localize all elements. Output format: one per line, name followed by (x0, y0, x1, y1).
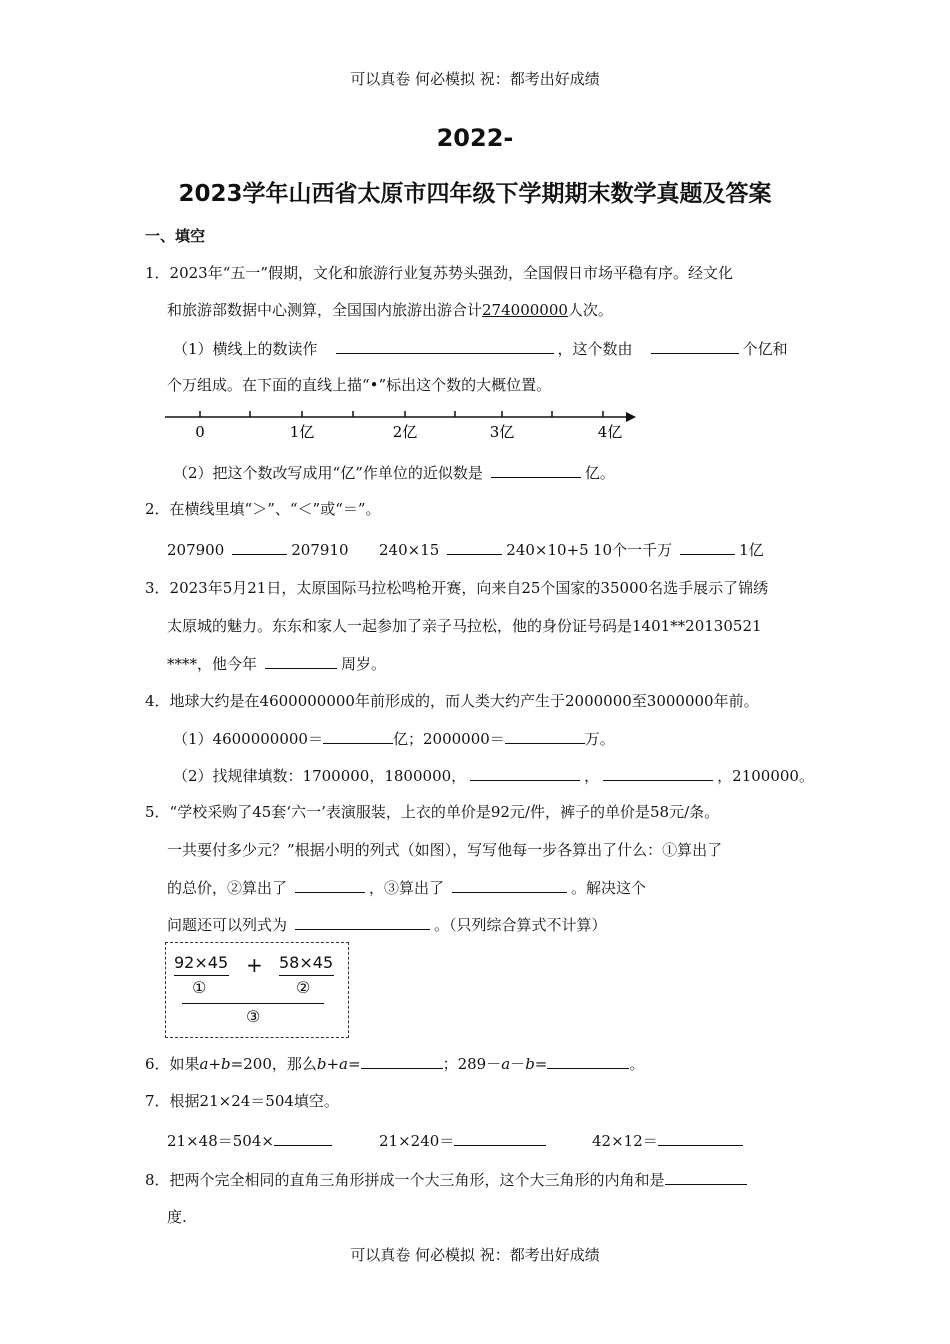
q5-line-1: 5．“学校采购了45套‘六一’表演服装，上衣的单价是92元/件，裤子的单价是58元/条。 (145, 803, 720, 821)
axis-label-1: 1亿 (289, 423, 315, 441)
fig-circle-2: ② (296, 978, 311, 997)
fig-right-expr: 58×45 (279, 953, 334, 972)
q4-p1-text-a: （1）4600000000＝ (173, 730, 323, 748)
q8-text: 8．把两个完全相同的直角三角形拼成一个大三角形，这个大三角形的内角和是 (145, 1171, 665, 1189)
q7-c3-text: 42×12＝ (592, 1132, 658, 1150)
q6-text-f: ；289－ (442, 1055, 502, 1073)
q6-var-b: b (525, 1055, 535, 1073)
q1-yi-blank[interactable] (651, 337, 739, 354)
q5-l3-text-b: ，③算出了 (369, 879, 445, 897)
q1-part-1 (173, 337, 788, 359)
q4-part-1 (173, 727, 615, 749)
q7-c2-text: 21×240＝ (379, 1132, 455, 1150)
q5-figure (165, 942, 349, 1038)
q8-line-2: 度. (167, 1208, 187, 1226)
q8-line-1 (145, 1168, 747, 1190)
q7-c1-text: 21×48＝504× (167, 1132, 274, 1150)
q6-text-a: 6．如果 (145, 1055, 200, 1073)
q6-blank-2[interactable] (547, 1052, 629, 1069)
fig-left-line (174, 975, 229, 976)
q2-c1-blank[interactable] (232, 538, 287, 555)
q2-c3-blank[interactable] (680, 538, 735, 555)
q7-blank-1[interactable] (274, 1129, 332, 1146)
q1-line-2 (167, 299, 613, 320)
q6-expr-ba: b+a (316, 1055, 348, 1073)
page-footer: 可以真卷 何必模拟 祝：都考出好成绩 (350, 1246, 600, 1264)
q3-l3-text-b: 周岁。 (341, 655, 387, 673)
q5-line-4 (167, 913, 607, 935)
q5-line-2: 一共要付多少元？”根据小明的列式（如图），写写他每一步各算出了什么：①算出了 (167, 841, 723, 859)
q3-line-2: 太原城的魅力。东东和家人一起参加了亲子马拉松，他的身份证号码是1401**20130521 (167, 617, 762, 635)
q1-p1-text-b: ，这个数由 (557, 340, 633, 358)
page-header: 可以真卷 何必模拟 祝：都考出好成绩 (350, 70, 600, 88)
q4-p2-text-a: （2）找规律填数：1700000，1800000， (173, 767, 467, 785)
q3-line-1: 3．2023年5月21日，太原国际马拉松鸣枪开赛，向来自25个国家的35000名选手展示了锦绣 (145, 579, 769, 597)
q7-blank-2[interactable] (454, 1129, 546, 1146)
fig-total-line (182, 1003, 324, 1004)
axis-label-3: 3亿 (489, 423, 515, 441)
q3-l3-text-a: ****，他今年 (167, 655, 258, 673)
q4-p2-text-c: ，2100000。 (717, 767, 814, 785)
q2-c2-right: 240×10+5 (506, 541, 589, 559)
q2-c1-left: 207900 (167, 541, 225, 559)
q4-pattern-blank-1[interactable] (470, 764, 580, 781)
q2-c1-right: 207910 (291, 541, 349, 559)
axis-label-2: 2亿 (392, 423, 418, 441)
q3-age-blank[interactable] (265, 652, 337, 669)
fig-right-line (279, 975, 334, 976)
q1-p2-text-b: 亿。 (584, 464, 615, 482)
q4-p1-text-b: 亿；2000000＝ (392, 730, 505, 748)
q7-calc-1 (167, 1129, 332, 1151)
number-line-arrow (626, 412, 636, 422)
q5-l3-text-c: 。解决这个 (571, 879, 647, 897)
q5-l4-text-b: 。（只列综合算式不计算） (434, 916, 607, 934)
q7-line-1: 7．根据21×24＝504填空。 (145, 1092, 339, 1110)
title-line-1: 2022- (436, 124, 514, 152)
title-line-2: 2023学年山西省太原市四年级下学期期末数学真题及答案 (178, 181, 772, 207)
q5-l4-text-a: 问题还可以列式为 (167, 916, 288, 934)
q1-p2-text-a: （2）把这个数改写成用“亿”作单位的近似数是 (173, 464, 483, 482)
fig-left-expr: 92×45 (174, 953, 229, 972)
q1-line-2-text: 和旅游部数据中心测算，全国国内旅游出游合计 (167, 301, 483, 319)
q7-calc-3 (592, 1129, 743, 1151)
q8-blank[interactable] (665, 1168, 747, 1185)
q6-expr-ab: a+b (199, 1055, 231, 1073)
section-heading: 一、填空 (145, 227, 206, 245)
q1-approx-blank[interactable] (491, 461, 581, 478)
q5-line-3 (167, 876, 646, 898)
q5-step3-blank[interactable] (452, 876, 567, 893)
axis-label-0: 0 (195, 423, 205, 441)
q4-p1-text-c: 万。 (584, 730, 615, 748)
q1-line-1: 1．2023年“五一”假期，文化和旅游行业复苏势头强劲，全国假日市场平稳有序。经文化 (145, 264, 734, 282)
number-line[interactable] (160, 405, 640, 445)
q6-line (145, 1052, 644, 1074)
axis-label-4: 4亿 (597, 423, 623, 441)
q1-line-2-tail: 人次。 (567, 301, 613, 319)
fig-plus: + (246, 953, 263, 977)
q5-l3-text-a: 的总价，②算出了 (167, 879, 288, 897)
q1-part-1-line-2: 个万组成。在下面的直线上描“•”标出这个数的大概位置。 (167, 376, 552, 394)
q2-compare-3 (593, 538, 764, 560)
q4-pattern-blank-2[interactable] (603, 764, 713, 781)
fig-circle-3: ③ (246, 1007, 261, 1026)
q2-c3-right: 1亿 (739, 541, 764, 559)
q6-var-a: a (501, 1055, 511, 1073)
q2-c2-left: 240×15 (379, 541, 440, 559)
q6-text-j: = (534, 1055, 548, 1073)
q2-line-1: 2．在横线里填“＞”、“＜”或“＝”。 (145, 500, 381, 518)
q1-number: 274000000 (482, 301, 568, 319)
q2-c2-blank[interactable] (447, 538, 502, 555)
q6-blank-1[interactable] (361, 1052, 443, 1069)
fig-circle-1: ① (192, 978, 207, 997)
q1-read-blank[interactable] (336, 337, 554, 354)
q4-p2-text-b: ， (584, 767, 600, 785)
q7-blank-3[interactable] (658, 1129, 743, 1146)
q1-part-2 (173, 461, 615, 483)
q5-step2-blank[interactable] (295, 876, 365, 893)
q7-calc-2 (379, 1129, 546, 1151)
q6-text-c: =200，那么 (230, 1055, 317, 1073)
q2-c3-left: 10个一千万 (593, 541, 673, 559)
q2-compare-2 (379, 538, 589, 559)
q4-wan-blank[interactable] (505, 727, 585, 744)
q4-part-2 (173, 764, 814, 786)
q1-p1-text-c: 个亿和 (742, 340, 788, 358)
q5-formula-blank[interactable] (295, 913, 430, 930)
q4-line-1: 4．地球大约是在4600000000年前形成的，而人类大约产生于2000000至3000000年前。 (145, 692, 759, 710)
q6-text-e: = (348, 1055, 361, 1073)
q1-p1-text-a: （1）横线上的数读作 (173, 340, 318, 358)
q4-yi-blank[interactable] (323, 727, 393, 744)
q6-text-k: 。 (629, 1055, 645, 1073)
q6-minus: － (510, 1055, 526, 1073)
q2-compare-1 (167, 538, 349, 559)
q3-line-3 (167, 652, 386, 674)
